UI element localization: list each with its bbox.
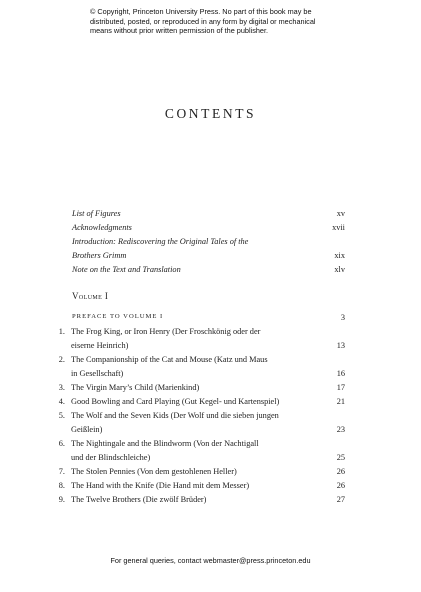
toc-entry-title-cont[interactable]: eiserne Heinrich) (71, 341, 129, 350)
copyright-line: distributed, posted, or reproduced in any form by digital or mechanical (90, 16, 316, 26)
toc-entry-title[interactable]: The Wolf and the Seven Kids (Der Wolf und die sieben jungen (71, 411, 279, 420)
toc-page-number: 3 (340, 313, 345, 322)
toc-page-number: xix (334, 251, 345, 260)
footer-contact: For general queries, contact webmaster@press.princeton.edu (110, 556, 311, 565)
copyright-line: means without prior written permission of the publisher. (90, 26, 269, 36)
toc-page-number: xlv (334, 265, 345, 274)
toc-page-number: 26 (336, 467, 345, 476)
toc-entry-title[interactable]: Good Bowling and Card Playing (Gut Kegel- und Kartenspiel) (71, 397, 280, 406)
toc-entry-number: 9. (58, 495, 65, 504)
toc-entry-note-on-text[interactable]: Note on the Text and Translation (72, 265, 181, 274)
toc-page-number: 13 (336, 341, 345, 350)
toc-entry-title-cont[interactable]: und der Blindschleiche) (71, 453, 151, 462)
toc-entry-number: 3. (58, 383, 65, 392)
toc-page-number: 17 (336, 383, 345, 392)
toc-entry-number: 6. (58, 439, 65, 448)
toc-page-number: 26 (336, 481, 345, 490)
toc-entry-title[interactable]: The Stolen Pennies (Von dem gestohlenen Heller) (71, 467, 237, 476)
toc-entry-introduction-cont[interactable]: Brothers Grimm (72, 251, 127, 260)
page-title: CONTENTS (164, 106, 257, 121)
toc-page-number: 25 (336, 453, 345, 462)
toc-entry-title-cont[interactable]: in Gesellschaft) (71, 369, 124, 378)
toc-entry-title[interactable]: The Twelve Brothers (Die zwölf Brüder) (71, 495, 207, 504)
toc-entry-acknowledgments[interactable]: Acknowledgments (72, 223, 132, 232)
toc-entry-title[interactable]: The Companionship of the Cat and Mouse (Katz und Maus (71, 355, 268, 364)
copyright-line: © Copyright, Princeton University Press. No part of this book may be (90, 7, 312, 16)
toc-entry-number: 8. (58, 481, 65, 490)
toc-entry-number: 4. (58, 397, 65, 406)
toc-page-number: 16 (336, 369, 345, 378)
toc-entry-title[interactable]: The Virgin Mary’s Child (Marienkind) (71, 383, 200, 392)
toc-entry-title[interactable]: The Frog King, or Iron Henry (Der Froschkönig oder der (71, 327, 261, 336)
toc-entry-list-of-figures[interactable]: List of Figures (72, 209, 121, 218)
toc-entry-number: 1. (58, 327, 65, 336)
toc-entry-introduction[interactable]: Introduction: Rediscovering the Original Tales of the (72, 237, 249, 246)
toc-page-number: 27 (336, 495, 345, 504)
toc-page-number: xvii (332, 223, 345, 232)
toc-entry-number: 2. (58, 355, 65, 364)
toc-page-number: 21 (336, 397, 345, 406)
toc-entry-preface[interactable]: PREFACE TO VOLUME I (72, 313, 164, 320)
toc-entry-number: 5. (58, 411, 65, 420)
toc-entry-title[interactable]: The Nightingale and the Blindworm (Von der Nachtigall (71, 439, 259, 448)
toc-entry-title-cont[interactable]: Geißlein) (71, 425, 103, 434)
toc-page-number: xv (336, 209, 345, 218)
volume-heading: Volume I (72, 291, 109, 301)
toc-entry-number: 7. (58, 467, 65, 476)
toc-page-number: 23 (336, 425, 345, 434)
toc-entry-title[interactable]: The Hand with the Knife (Die Hand mit dem Messer) (71, 481, 250, 490)
